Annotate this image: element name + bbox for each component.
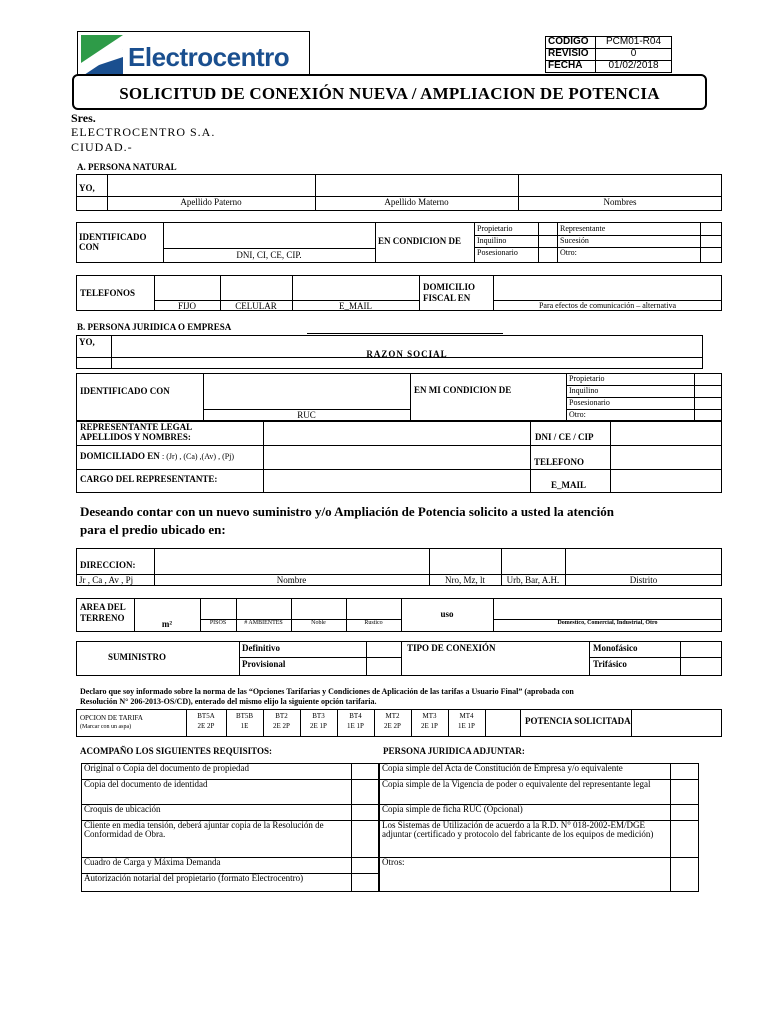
section-persona-natural: A. PERSONA NATURAL [77,162,177,172]
domicilio-label-1: DOMICILIO [423,282,476,292]
revisio-label: REVISIO [546,49,596,61]
juridica-cond-otro: Otro: [569,410,586,419]
tarifa-label-2: (Marcar con un aspa) [80,724,132,730]
direccion-tipos: Jr , Ca , Av , Pj [79,575,134,585]
checkbox[interactable] [352,780,379,805]
nombres-label: Nombres [603,197,637,207]
checkbox[interactable] [671,821,699,858]
requisitos-right-title: PERSONA JURIDICA ADJUNTAR: [383,746,525,756]
apellido-paterno-label: Apellido Paterno [180,197,242,207]
tarifa-option-code: MT3 [422,712,437,720]
list-item: Copia simple de la Vigencia de poder o equivalente del representante legal [380,780,671,805]
requisitos-left-title: ACOMPAÑO LOS SIGUIENTES REQUISITOS: [80,746,272,756]
cond-inquilino: Inquilino [477,236,507,245]
tarifa-option-code: BT2 [275,712,288,720]
declaracion-line-2: Resolución N° 206-2013-OS/CD), enterado del mismo elijo la siguiente opción tarifaria. [80,697,377,706]
juridica-cond-propietario: Propietario [569,374,605,383]
tarifa-option-sub: 2E 2P [197,722,215,730]
direccion-nombre: Nombre [276,575,307,585]
address-sres: Sres. [71,111,96,125]
list-item: Cliente en media tensión, deberá ajuntar copia de la Resolución de Conformidad de Obra. [82,821,352,858]
cond-posesionario: Posesionario [477,248,518,257]
yo-label: YO, [79,183,95,193]
tarifa-option-code: BT4 [349,712,362,720]
list-item: Otros: [380,858,671,892]
apellido-materno-label: Apellido Materno [384,197,449,207]
section-persona-juridica: B. PERSONA JURIDICA O EMPRESA [77,322,232,332]
address-company: ELECTROCENTRO S.A. [71,125,216,139]
list-item: Copia simple de ficha RUC (Opcional) [380,805,671,821]
tarifa-option-code: BT5A [197,712,215,720]
area-label-1: AREA DEL [80,602,126,612]
address-city: CIUDAD.- [71,140,133,154]
intro-line-1: Deseando contar con un nuevo suministro y/o Ampliación de Potencia solicito a usted la atención [80,504,614,519]
tarifa-option-code: MT2 [385,712,400,720]
representante-label-2: APELLIDOS Y NOMBRES: [80,432,191,442]
tarifa-label-1: OPCION DE TARIFA [80,714,143,722]
codigo-label: CODIGO [546,37,596,49]
revisio-value: 0 [596,49,672,61]
uso-opts: Domestico, Comercial, Industrial, Otro [557,620,658,626]
yo-juridica-label: YO, [79,337,95,347]
razon-social-label: RAZON SOCIAL [366,349,448,359]
fecha-value: 01/02/2018 [596,61,672,73]
tarifa-option-sub: 1E 1P [458,722,475,730]
list-item: Cuadro de Carga y Máxima Demanda [82,858,352,874]
tarifa-option-sub: 2E 2P [273,722,290,730]
domiciliado-label: DOMICILIADO EN [80,451,160,461]
requisitos-right-table [379,763,699,892]
list-item: Copia del documento de identidad [82,780,352,805]
suministro-label: SUMINISTRO [108,652,167,662]
checkbox[interactable] [671,805,699,821]
list-item: Croquis de ubicación [82,805,352,821]
m2-label: m² [161,619,173,629]
document-code-table [545,36,672,73]
list-item: Los Sistemas de Utilización de acuerdo a la R.D. N° 018-2002-EM/DGE adjuntar (certificado y protocolo del fabricante de los equipos de medición) [380,821,671,858]
dni-ce-cip-label: DNI / CE / CIP [535,432,594,442]
checkbox[interactable] [671,780,699,805]
tarifa-option-sub: 1E [240,722,249,730]
intro-line-2: para el predio ubicado en: [80,522,226,537]
tarifa-option-sub: 2E 2P [384,722,401,730]
codigo-value: PCM01-R04 [596,37,672,49]
ambientes-label: # AMBIENTES [244,620,283,626]
page-title: SOLICITUD DE CONEXIÓN NUEVA / AMPLIACION DE POTENCIA [119,84,660,103]
tarifa-option-code: BT5B [235,712,254,720]
ruc-label: RUC [297,410,316,420]
area-label-2: TERRENO [80,613,125,623]
cargo-label: CARGO DEL REPRESENTANTE: [80,474,218,484]
juridica-cond-posesionario: Posesionario [569,398,610,407]
list-item: Original o Copia del documento de propiedad [82,764,352,780]
checkbox[interactable] [671,764,699,780]
checkbox[interactable] [352,821,379,858]
monofasico-label: Monofásico [593,643,638,653]
requisitos-left-table [81,763,379,892]
domiciliado-opts: : (Jr) , (Ca) ,(Av) , (Pj) [162,452,235,461]
telefonos-label: TELEFONOS [80,288,136,298]
checkbox[interactable] [671,858,699,892]
domicilio-label-2: FISCAL EN [423,293,471,303]
tarifa-option-sub: 1E 1P [347,722,364,730]
electrocentro-logo-icon [81,35,123,77]
rustico-label: Rustico [364,620,383,626]
cond-otro: Otro: [560,248,577,257]
identificado-label-1: IDENTIFICADO [79,232,147,242]
declaracion-line-1: Declaro que soy informado sobre la norma de las “Opciones Tarifarias y Condiciones de Aplicación de las tarifas a Usuario Final” (aprobada con [80,687,574,696]
email-label: E_MAIL [339,301,372,311]
list-item: Autorización notarial del propietario (formato Electrocentro) [82,874,352,892]
tarifa-option-sub: 2E 1P [421,722,438,730]
direccion-urb: Urb, Bar, A.H. [506,575,560,585]
email-juridica-label: E_MAIL [551,480,587,490]
checkbox[interactable] [352,764,379,780]
identificado-juridica-label: IDENTIFICADO CON [80,386,170,396]
logo-text: Electrocentro [128,42,290,72]
uso-label: uso [440,609,454,619]
cond-propietario: Propietario [477,224,513,233]
cond-sucesion: Sucesión [560,236,589,245]
trifasico-label: Trifásico [593,659,627,669]
provisional-label: Provisional [242,659,286,669]
potencia-label: POTENCIA SOLICITADA [525,716,631,726]
tarifa-option-code: BT3 [312,712,325,720]
direccion-label: DIRECCION: [80,560,136,570]
telefono-juridica-label: TELEFONO [534,457,585,467]
dni-label: DNI, CI, CE, CIP. [236,250,302,260]
checkbox[interactable] [352,858,379,874]
checkbox[interactable] [352,874,379,892]
title-box [72,74,707,110]
pisos-label: PISOS [209,620,227,626]
definitivo-label: Definitivo [242,643,280,653]
en-mi-condicion-label: EN MI CONDICION DE [414,385,512,395]
direccion-nro: Nro, Mz, lt [445,575,485,585]
tarifa-option-code: MT4 [459,712,474,720]
representante-label-1: REPRESENTANTE LEGAL [80,422,193,432]
juridica-cond-inquilino: Inquilino [569,386,599,395]
celular-label: CELULAR [235,301,277,311]
noble-label: Noble [311,620,326,626]
cond-representante: Representante [560,224,606,233]
fijo-label: FIJO [177,301,196,311]
en-condicion-label: EN CONDICION DE [378,236,462,246]
tarifa-option-sub: 2E 1P [310,722,327,730]
domicilio-nota: Para efectos de comunicación – alternativa [538,301,677,310]
direccion-distrito: Distrito [629,575,658,585]
tipo-conexion-label: TIPO DE CONEXIÓN [407,643,496,653]
checkbox[interactable] [352,805,379,821]
fecha-label: FECHA [546,61,596,73]
list-item: Copia simple del Acta de Constitución de Empresa y/o equivalente [380,764,671,780]
identificado-label-2: CON [79,242,99,252]
